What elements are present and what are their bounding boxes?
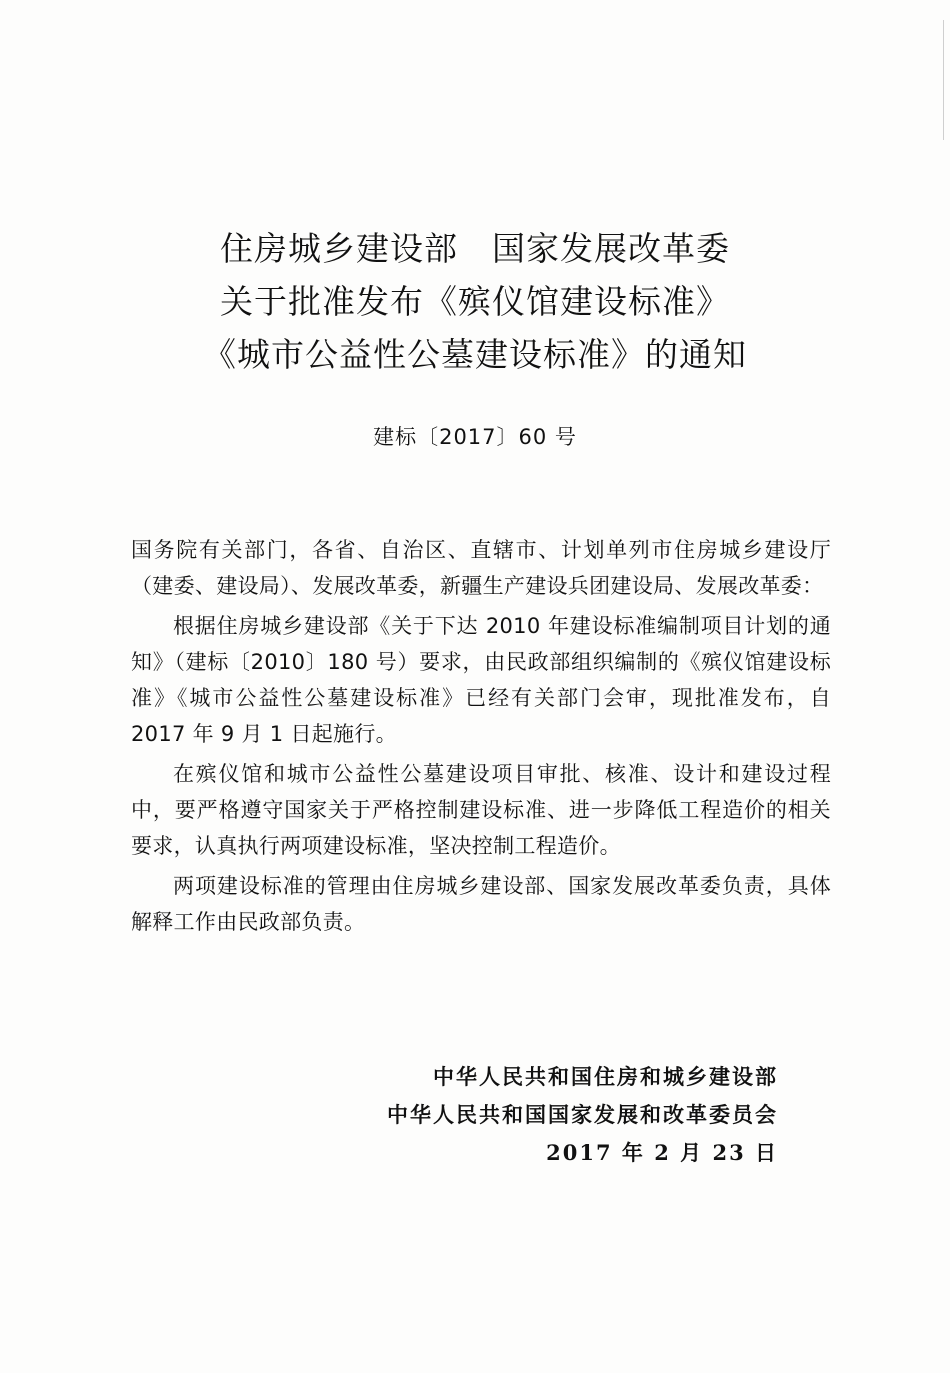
signature-block [300, 1058, 778, 1172]
scan-edge-mark [943, 20, 944, 140]
body-paragraph-3: 两项建设标准的管理由住房城乡建设部、国家发展改革委负责，具体解释工作由民政部负责。 [131, 874, 831, 934]
signature-date: 2017 年 2 月 23 日 [546, 1140, 778, 1165]
title-line-3: 《城市公益性公墓建设标准》的通知 [203, 335, 747, 374]
signature-org-2: 中华人民共和国国家发展和改革委员会 [387, 1102, 778, 1127]
document-number: 建标〔2017〕60 号 [373, 425, 577, 449]
body-paragraph-2: 在殡仪馆和城市公益性公墓建设项目审批、核准、设计和建设过程中，要严格遵守国家关于严格控制建设标准、进一步降低工程造价的相关要求，认真执行两项建设标准，坚决控制工程造价。 [131, 762, 831, 858]
title-line-2: 关于批准发布《殡仪馆建设标准》 [220, 282, 730, 321]
signature-org-1: 中华人民共和国住房和城乡建设部 [433, 1064, 778, 1089]
title-line-1: 住房城乡建设部 国家发展改革委 [220, 229, 730, 268]
addressee: 国务院有关部门，各省、自治区、直辖市、计划单列市住房城乡建设厅（建委、建设局）、发展改革委，新疆生产建设兵团建设局、发展改革委： [131, 538, 831, 598]
body-paragraph-1: 根据住房城乡建设部《关于下达 2010 年建设标准编制项目计划的通知》（建标〔2010〕180 号）要求，由民政部组织编制的《殡仪馆建设标准》《城市公益性公墓建设标准》已经有关部门会审，现批准发布，自 2017 年 9 月 1 日起施行。 [131, 614, 831, 746]
document-title [0, 222, 950, 381]
document-body [131, 532, 831, 944]
